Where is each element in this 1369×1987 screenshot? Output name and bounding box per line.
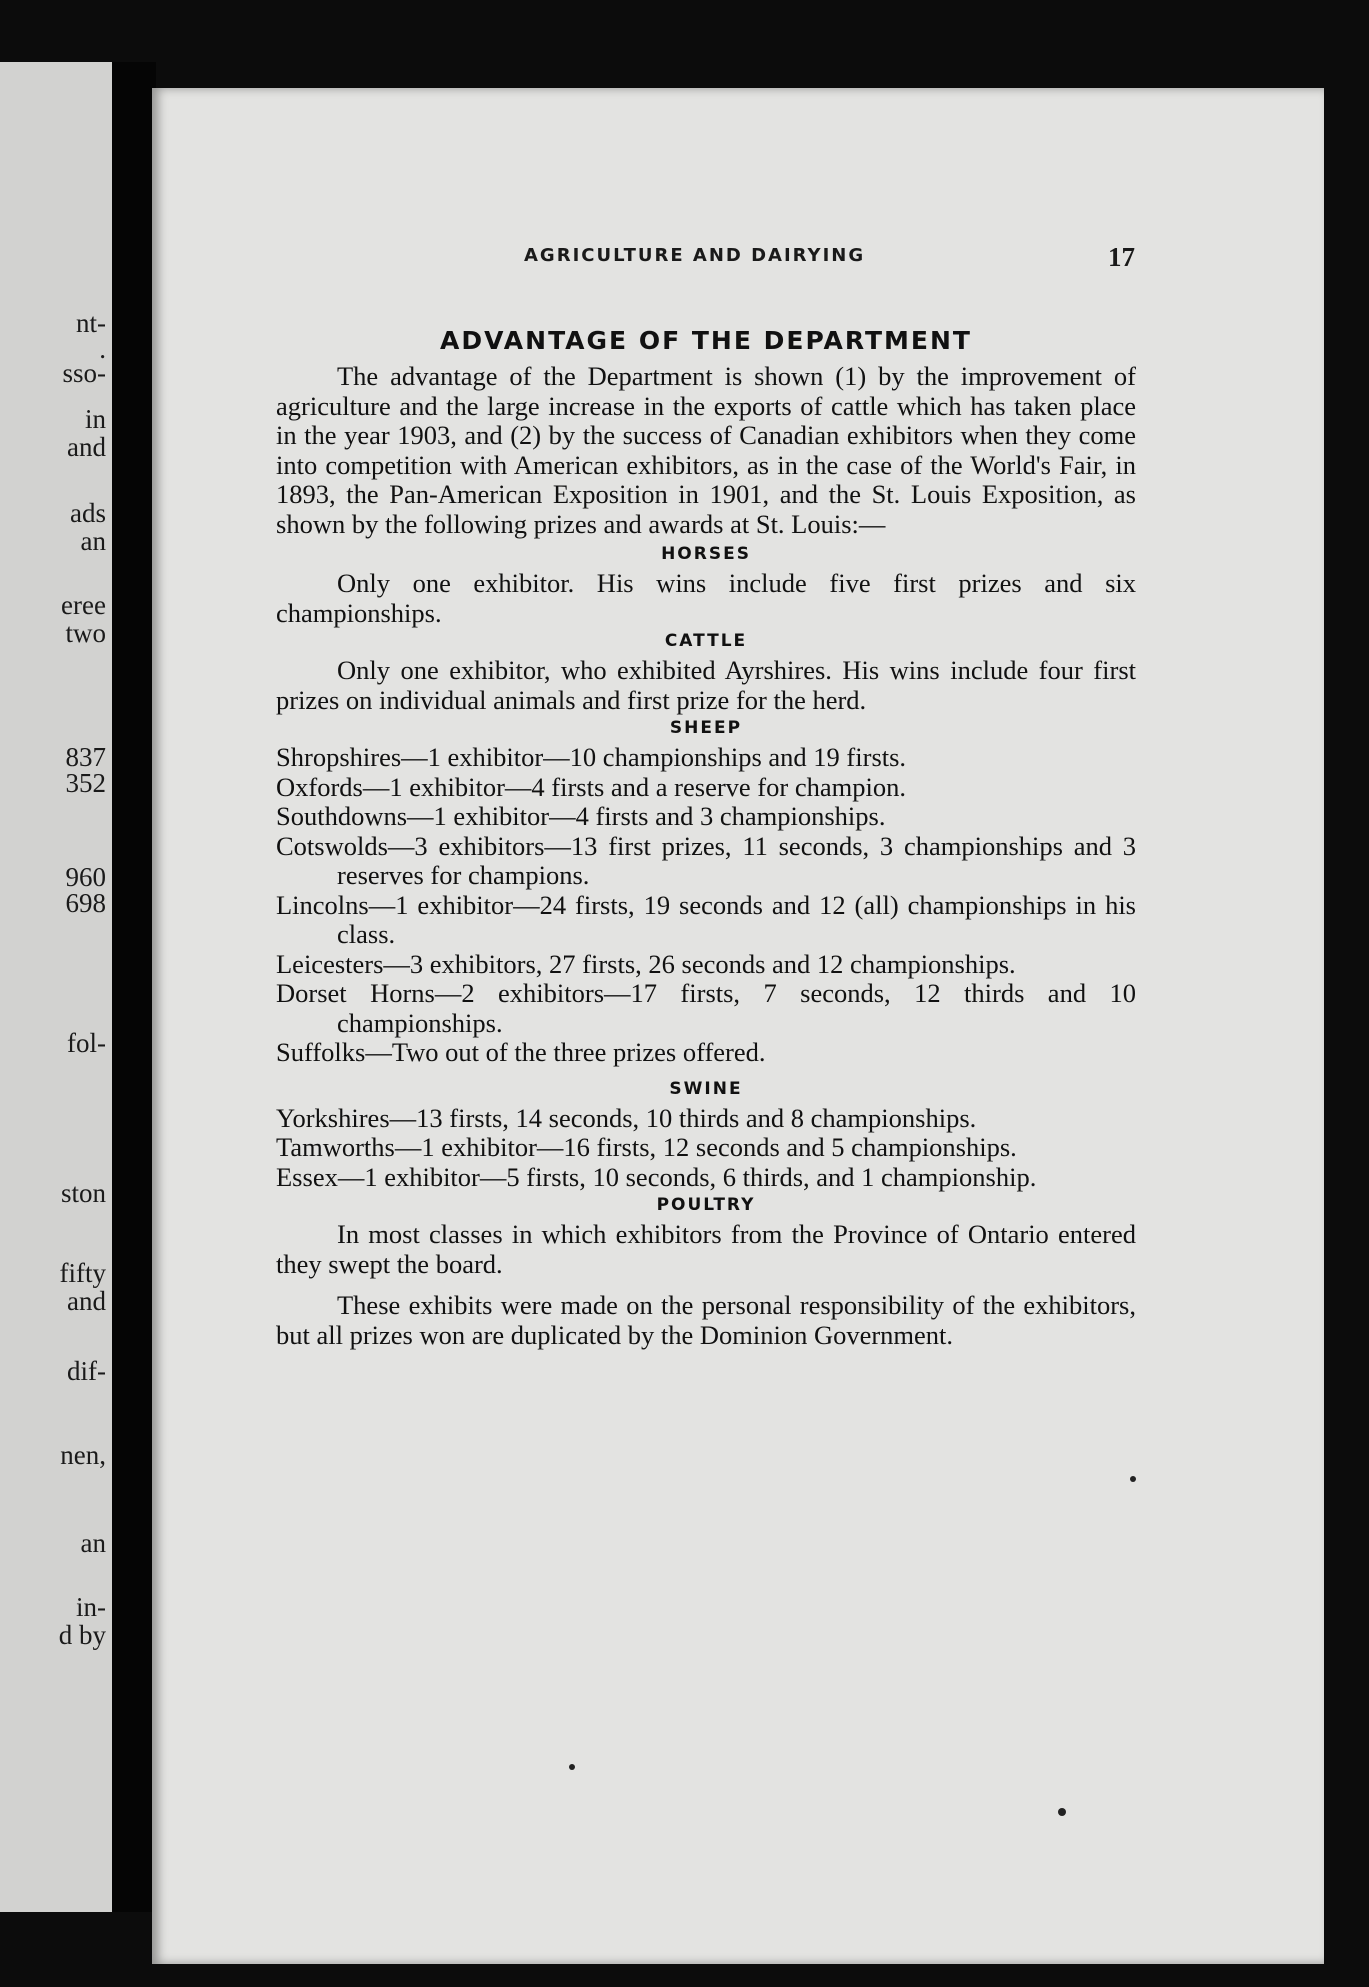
left-page-line: ston [60,1178,106,1208]
left-page-line: two [65,618,106,648]
intro-paragraph: The advantage of the Department is shown (1) by the improvement of agriculture and the large increase in the exports of cattle which has taken place in the year 1903, and (2) by the success of Canadian exhibitors when they come into competition with American exhibitors, as in the case of the World's Fair, in 1893, the Pan-American Exposition in 1901, and the St. Louis Exposition, as shown by the following prizes and awards at St. Louis:— [276,361,1136,539]
page-number: 17 [1108,242,1135,272]
scan-speck [1130,1476,1136,1482]
left-page-line: an [80,1528,106,1558]
left-page-line: 352 [65,768,106,798]
book-spine [112,62,156,1912]
left-page-line: 698 [65,888,106,918]
section-heading-poultry: POULTRY [656,1195,756,1215]
left-page-line: sso- [62,358,106,388]
closing-paragraph: These exhibits were made on the personal responsibility of the exhibitors, but all prizes won are duplicated by the Dominion Government. [276,1290,1136,1350]
left-page-line: an [80,526,106,556]
left-page-line: fifty [59,1258,106,1288]
horses-paragraph: Only one exhibitor. His wins include five first prizes and six championships. [276,568,1136,628]
scan-speck [1058,1808,1066,1816]
left-page-line: in [84,404,106,434]
left-page-line: nt- [76,308,106,338]
left-page-line: . [99,334,106,364]
section-heading-sheep: SHEEP [669,718,743,738]
section-heading-cattle: CATTLE [664,631,748,651]
section-heading-horses: HORSES [661,544,751,564]
poultry-paragraph: In most classes in which exhibitors from the Province of Ontario entered they swept the board. [276,1219,1136,1279]
sheep-entry: Southdowns—1 exhibitor—4 firsts and 3 championships. [276,801,886,831]
scan-speck [569,1764,575,1770]
left-page-line: 960 [65,862,106,892]
left-page-line: in- [76,1592,106,1622]
swine-entry: Yorkshires—13 firsts, 14 seconds, 10 thirds and 8 championships. [276,1102,977,1133]
left-page-line: ads [70,498,106,528]
left-page-line: fol- [67,1028,106,1058]
left-facing-page [0,62,112,1912]
left-page-line: and [67,432,106,462]
sheep-entry: Dorset Horns—2 exhibitors—17 firsts, 7 seconds, 12 thirds and 10 championships. [276,978,1136,1038]
cattle-paragraph: Only one exhibitor, who exhibited Ayrshires. His wins include four first prizes on individual animals and first prize for the herd. [276,655,1136,715]
page-title: ADVANTAGE OF THE DEPARTMENT [440,326,972,355]
swine-entry: Tamworths—1 exhibitor—16 firsts, 12 seconds and 5 championships. [276,1132,1017,1162]
swine-entry: Essex—1 exhibitor—5 firsts, 10 seconds, 6 thirds, and 1 championship. [276,1161,1037,1192]
sheep-entry: Shropshires—1 exhibitor—10 championships and 19 firsts. [276,742,907,772]
left-page-line: nen, [60,1440,106,1470]
running-head: AGRICULTURE AND DAIRYING [524,245,866,266]
left-page-line: and [67,1286,106,1316]
left-page-line: d by [58,1620,106,1650]
section-heading-swine: SWINE [669,1078,743,1099]
left-page-line: eree [61,590,106,620]
page-body [276,362,1136,1350]
left-page-line: 837 [65,742,106,772]
sheep-entry: Suffolks—Two out of the three prizes offered. [276,1037,766,1067]
left-page-line: dif- [67,1356,106,1386]
sheep-entry: Lincolns—1 exhibitor—24 firsts, 19 seconds and 12 (all) championships in his class. [276,889,1136,949]
sheep-entry: Oxfords—1 exhibitor—4 firsts and a reserve for champion. [276,771,906,802]
sheep-entry: Leicesters—3 exhibitors, 27 firsts, 26 seconds and 12 championships. [276,948,1016,979]
sheep-entry: Cotswolds—3 exhibitors—13 first prizes, 11 seconds, 3 championships and 3 reserves for champions. [276,830,1136,890]
